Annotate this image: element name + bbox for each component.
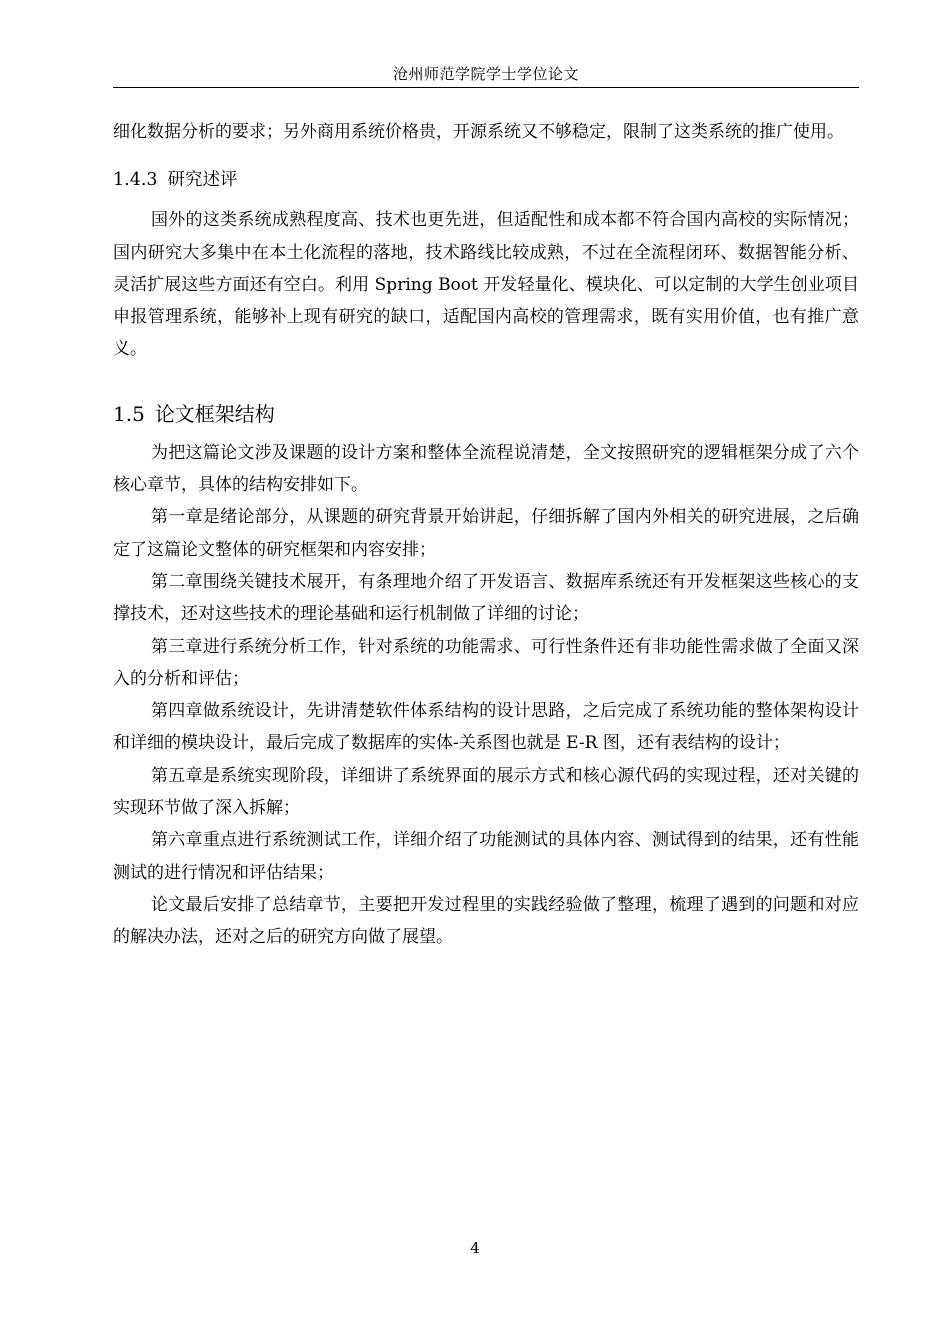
section-number: 1.4.3 (113, 170, 158, 191)
running-header: 沧州师范学院学士学位论文 (392, 65, 579, 83)
page-number: 4 (470, 1239, 480, 1257)
section-title: 论文框架结构 (154, 401, 275, 426)
paragraph: 第四章做系统设计，先讲清楚软件体系结构的设计思路，之后完成了系统功能的整体架构设计和详细的模块设计，最后完成了数据库的实体-关系图也就是 E-R 图，还有表结构的设计； (113, 701, 859, 754)
header-rule (113, 87, 859, 88)
paragraph: 第五章是系统实现阶段，详细讲了系统界面的展示方式和核心源代码的实现过程，还对关键的实现环节做了深入拆解； (113, 765, 859, 819)
paragraph: 第二章围绕关键技术展开，有条理地介绍了开发语言、数据库系统还有开发框架这些核心的支撑技术，还对这些技术的理论基础和运行机制做了详细的讨论； (113, 571, 859, 625)
paragraph: 第一章是绪论部分，从课题的研究背景开始讲起，仔细拆解了国内外相关的研究进展，之后确定了这篇论文整体的研究框架和内容安排； (113, 507, 859, 560)
section-heading-1-4-3 (113, 167, 859, 193)
section-title: 研究述评 (167, 170, 238, 191)
paragraph: 第六章重点进行系统测试工作，详细介绍了功能测试的具体内容、测试得到的结果，还有性能测试的进行情况和评估结果； (113, 830, 859, 883)
paragraph: 国外的这类系统成熟程度高、技术也更先进，但适配性和成本都不符合国内高校的实际情况；国内研究大多集中在本土化流程的落地，技术路线比较成熟，不过在全流程闭环、数据智能分析、灵活扩展这些方面还有空白。利用 Spring Boot 开发轻量化、模块化、可以定制的大学生创业项目申报管理系统，能够补上现有研究的缺口，适配国内高校的管理需求，既有实用价值，也有推广意义。 (113, 210, 859, 360)
continued-paragraph: 细化数据分析的要求；另外商用系统价格贵，开源系统又不够稳定，限制了这类系统的推广使用。 (113, 122, 844, 142)
paragraph: 为把这篇论文涉及课题的设计方案和整体全流程说清楚，全文按照研究的逻辑框架分成了六个核心章节，具体的结构安排如下。 (113, 442, 859, 496)
page-body (113, 116, 859, 954)
section-number: 1.5 (113, 401, 145, 426)
paragraph: 论文最后安排了总结章节，主要把开发过程里的实践经验做了整理，梳理了遇到的问题和对应的解决办法，还对之后的研究方向做了展望。 (113, 894, 859, 948)
paragraph: 第三章进行系统分析工作，针对系统的功能需求、可行性条件还有非功能性需求做了全面又深入的分析和评估； (113, 636, 859, 689)
section-heading-1-5 (113, 400, 859, 428)
